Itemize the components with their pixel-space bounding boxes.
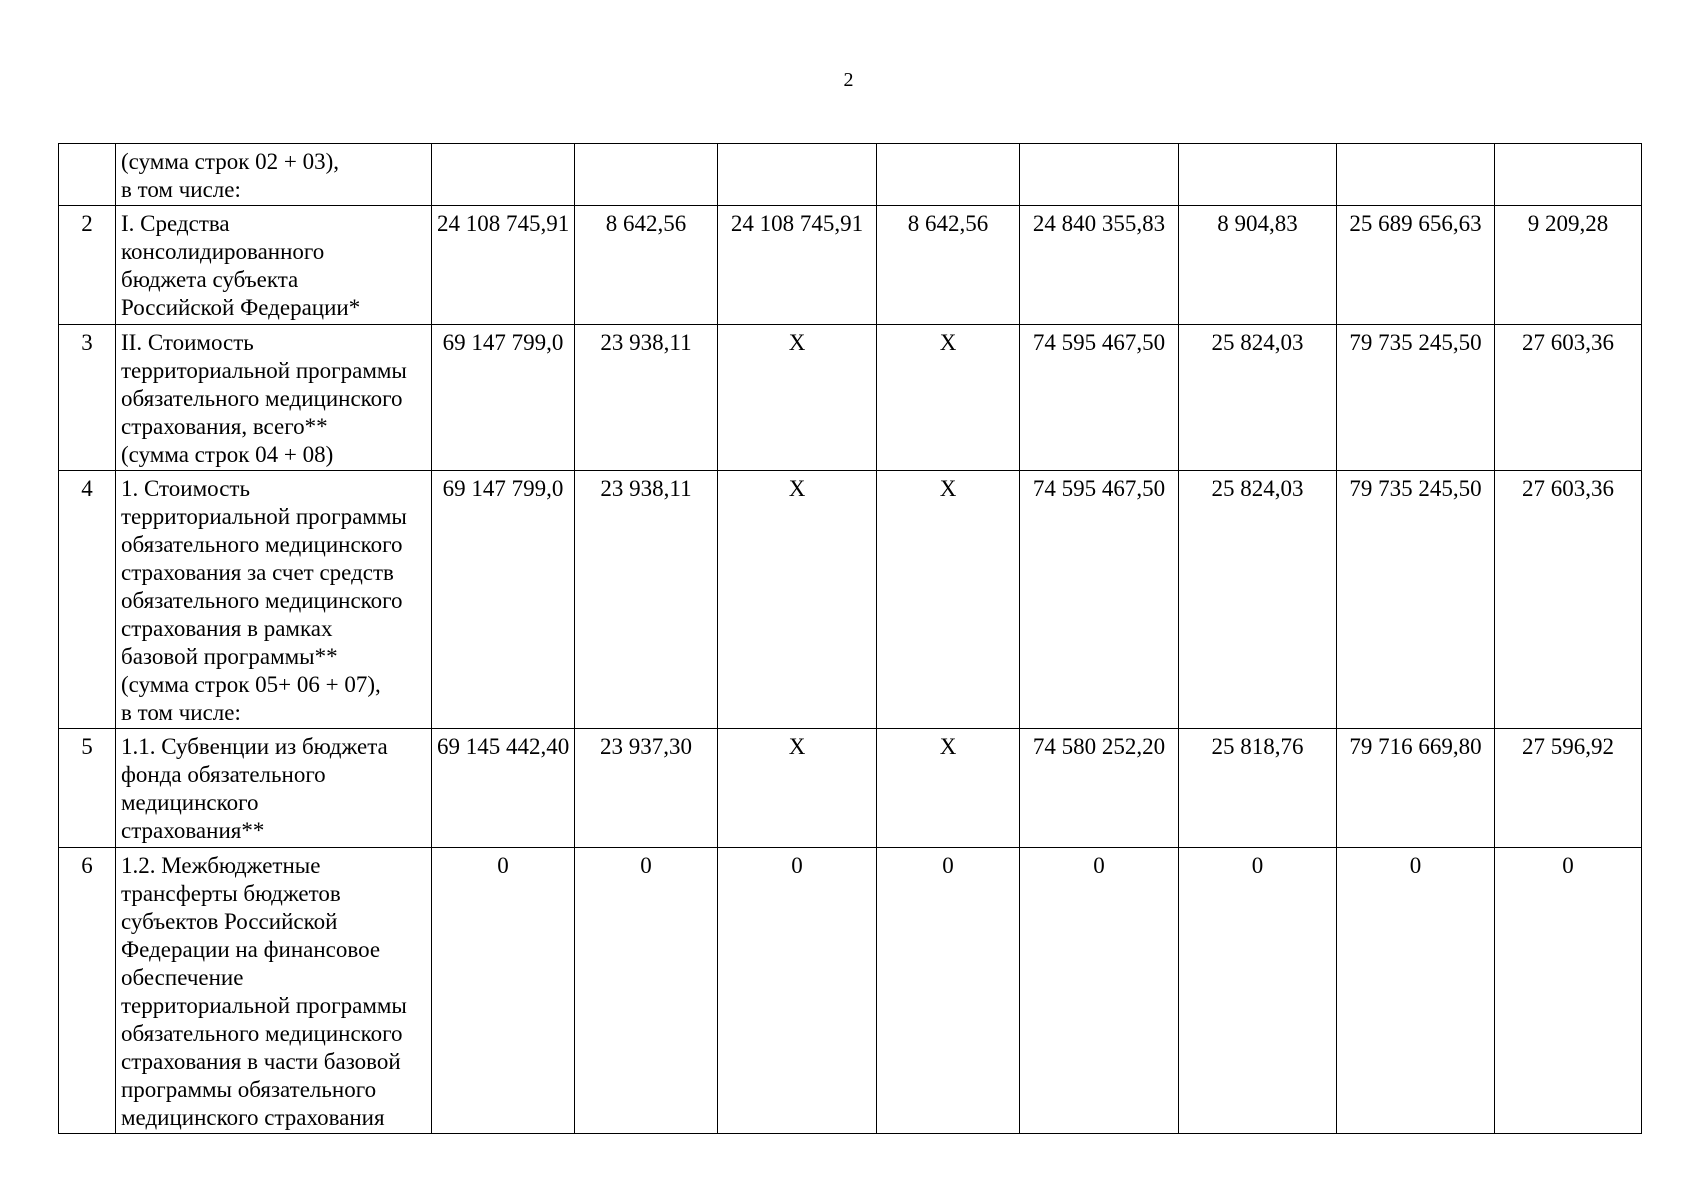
- value-cell: X: [877, 729, 1020, 848]
- value-cell: 0: [1495, 848, 1642, 1134]
- value-cell: 79 735 245,50: [1337, 325, 1495, 471]
- value-cell: 74 595 467,50: [1020, 471, 1179, 729]
- row-name-line: страхования в части базовой: [121, 1049, 401, 1074]
- row-number-cell: 4: [59, 471, 116, 729]
- row-name-cell: [116, 206, 432, 325]
- row-name-line: I. Средства: [121, 211, 230, 236]
- value-cell: [1179, 144, 1337, 206]
- row-name-cell: [116, 325, 432, 471]
- row-name-line: медицинского: [121, 790, 259, 815]
- row-name-line: в том числе:: [121, 177, 241, 202]
- row-number-cell: 2: [59, 206, 116, 325]
- value-cell: 8 642,56: [877, 206, 1020, 325]
- value-cell: X: [718, 325, 877, 471]
- row-name-line: (сумма строк 04 + 08): [121, 442, 334, 467]
- row-name-line: фонда обязательного: [121, 762, 326, 787]
- row-name-line: территориальной программы: [121, 358, 407, 383]
- value-cell: 74 595 467,50: [1020, 325, 1179, 471]
- row-name-line: территориальной программы: [121, 504, 407, 529]
- value-cell: 0: [877, 848, 1020, 1134]
- budget-table: [58, 143, 1642, 1134]
- table-row: [59, 206, 1642, 325]
- value-cell: 27 603,36: [1495, 325, 1642, 471]
- row-number-cell: 5: [59, 729, 116, 848]
- page-number: 2: [843, 69, 854, 91]
- row-name-line: (сумма строк 05+ 06 + 07),: [121, 672, 381, 697]
- row-name-line: страхования в рамках: [121, 616, 333, 641]
- row-name-line: базовой программы**: [121, 644, 338, 669]
- value-cell: 8 904,83: [1179, 206, 1337, 325]
- row-name-line: Российской Федерации*: [121, 295, 361, 320]
- value-cell: 0: [1179, 848, 1337, 1134]
- row-name-line: обязательного медицинского: [121, 386, 403, 411]
- value-cell: X: [718, 471, 877, 729]
- row-name-line: консолидированного: [121, 239, 325, 264]
- value-cell: 0: [718, 848, 877, 1134]
- value-cell: [718, 144, 877, 206]
- table-row: [59, 325, 1642, 471]
- value-cell: [1495, 144, 1642, 206]
- row-number-cell: 3: [59, 325, 116, 471]
- value-cell: 25 824,03: [1179, 471, 1337, 729]
- row-name-line: (сумма строк 02 + 03),: [121, 149, 340, 174]
- table-row: [59, 471, 1642, 729]
- value-cell: 23 938,11: [575, 325, 718, 471]
- value-cell: 79 735 245,50: [1337, 471, 1495, 729]
- value-cell: 8 642,56: [575, 206, 718, 325]
- row-name-line: Федерации на финансовое: [121, 937, 381, 962]
- row-number-cell: [59, 144, 116, 206]
- value-cell: 25 689 656,63: [1337, 206, 1495, 325]
- value-cell: 69 147 799,0: [432, 325, 575, 471]
- row-name-cell: [116, 729, 432, 848]
- row-name-line: обязательного медицинского: [121, 1021, 403, 1046]
- row-name-line: II. Стоимость: [121, 330, 254, 355]
- row-name-cell: [116, 471, 432, 729]
- value-cell: X: [718, 729, 877, 848]
- row-name-line: программы обязательного: [121, 1077, 377, 1102]
- table-row: [59, 729, 1642, 848]
- row-name-line: страхования, всего**: [121, 414, 328, 439]
- value-cell: 24 840 355,83: [1020, 206, 1179, 325]
- value-cell: 0: [1020, 848, 1179, 1134]
- value-cell: 9 209,28: [1495, 206, 1642, 325]
- value-cell: 25 824,03: [1179, 325, 1337, 471]
- value-cell: 69 147 799,0: [432, 471, 575, 729]
- value-cell: 25 818,76: [1179, 729, 1337, 848]
- value-cell: 24 108 745,91: [432, 206, 575, 325]
- row-name-line: 1. Стоимость: [121, 476, 250, 501]
- table-body: [59, 144, 1642, 1134]
- row-name-cell: [116, 144, 432, 206]
- value-cell: [1020, 144, 1179, 206]
- value-cell: [877, 144, 1020, 206]
- row-name-line: бюджета субъекта: [121, 267, 299, 292]
- row-name-line: страхования**: [121, 818, 265, 843]
- row-name-line: в том числе:: [121, 700, 241, 725]
- row-name-line: трансферты бюджетов: [121, 881, 341, 906]
- row-name-line: медицинского страхования: [121, 1105, 385, 1130]
- row-name-line: 1.1. Субвенции из бюджета: [121, 734, 388, 759]
- row-name-line: страхования за счет средств: [121, 560, 394, 585]
- table-row: [59, 848, 1642, 1134]
- row-name-line: субъектов Российской: [121, 909, 338, 934]
- value-cell: 0: [575, 848, 718, 1134]
- value-cell: 23 937,30: [575, 729, 718, 848]
- row-name-cell: [116, 848, 432, 1134]
- value-cell: 69 145 442,40: [432, 729, 575, 848]
- value-cell: [1337, 144, 1495, 206]
- value-cell: [432, 144, 575, 206]
- table-row: [59, 144, 1642, 206]
- row-number-cell: 6: [59, 848, 116, 1134]
- value-cell: 79 716 669,80: [1337, 729, 1495, 848]
- value-cell: X: [877, 471, 1020, 729]
- value-cell: 0: [432, 848, 575, 1134]
- value-cell: 27 596,92: [1495, 729, 1642, 848]
- value-cell: [575, 144, 718, 206]
- value-cell: X: [877, 325, 1020, 471]
- value-cell: 27 603,36: [1495, 471, 1642, 729]
- value-cell: 0: [1337, 848, 1495, 1134]
- row-name-line: обязательного медицинского: [121, 588, 403, 613]
- row-name-line: обеспечение: [121, 965, 244, 990]
- value-cell: 24 108 745,91: [718, 206, 877, 325]
- value-cell: 23 938,11: [575, 471, 718, 729]
- value-cell: 74 580 252,20: [1020, 729, 1179, 848]
- row-name-line: обязательного медицинского: [121, 532, 403, 557]
- row-name-line: 1.2. Межбюджетные: [121, 853, 321, 878]
- row-name-line: территориальной программы: [121, 993, 407, 1018]
